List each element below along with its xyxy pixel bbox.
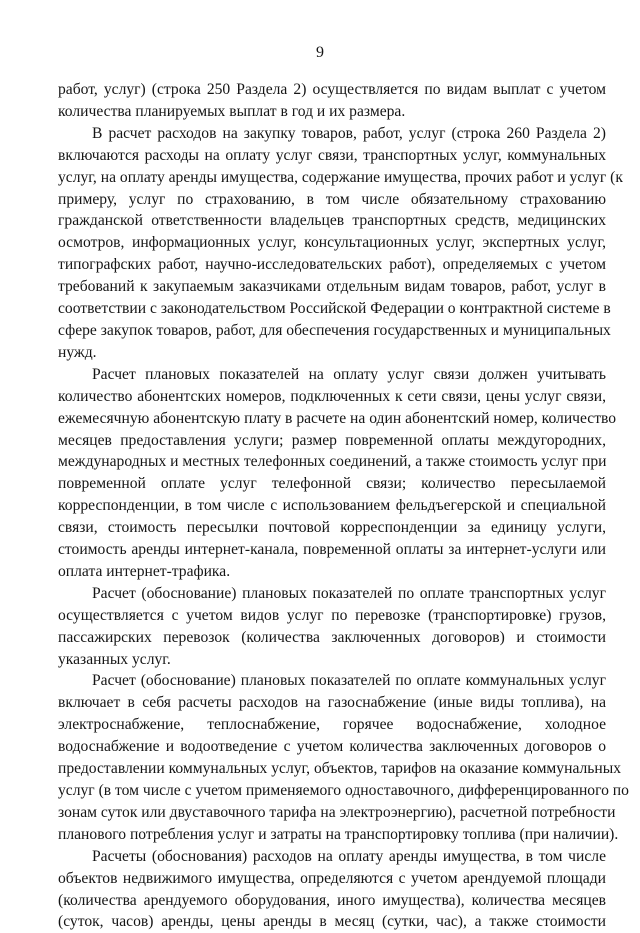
text-line: предоставлении коммунальных услуг, объектов, тарифов на оказание коммунальных — [58, 760, 622, 778]
text-line: международных и местных телефонных соединений, а также стоимость услуг при — [58, 453, 607, 471]
text-line: (количества арендуемого оборудования, иного имущества), количества месяцев — [58, 891, 606, 909]
text-line: типографских работ, научно-исследовательских работ), определяемых с учетом — [58, 256, 606, 274]
text-line: Расчеты (обоснования) расходов на оплату аренды имущества, в том числе — [92, 847, 606, 865]
paragraph — [58, 846, 606, 933]
text-line: сфере закупок товаров, работ, для обеспечения государственных и муниципальных — [58, 321, 611, 339]
text-line: включаются расходы на оплату услуг связи, транспортных услуг, коммунальных — [58, 146, 606, 164]
paragraph — [58, 79, 606, 123]
page-number: 9 — [316, 44, 324, 61]
text-line: Расчет плановых показателей на оплату услуг связи должен учитывать — [92, 365, 606, 383]
text-line: включает в себя расчеты расходов на газоснабжение (иные виды топлива), на — [58, 694, 606, 712]
text-line: пассажирских перевозок (количества заключенных договоров) и стоимости — [58, 628, 606, 646]
text-line: количества планируемых выплат в год и их размера. — [58, 102, 406, 120]
paragraph — [58, 364, 617, 583]
text-line: работ, услуг) (строка 250 Раздела 2) осуществляется по видам выплат с учетом — [58, 81, 606, 98]
text-line: требований к закупаемым заказчиками отдельным видам товаров, работ, услуг в — [58, 278, 606, 296]
text-line: осмотров, информационных услуг, консультационных услуг, экспертных услуг, — [58, 234, 606, 252]
text-line: объектов недвижимого имущества, определяются с учетом арендуемой площади — [58, 869, 606, 887]
paragraph — [58, 583, 606, 671]
text-line: связи, стоимость пересылки почтовой корреспонденции за единицу услуги, — [58, 519, 606, 537]
text-line: ежемесячную абонентскую плату в расчете на один абонентский номер, количество — [58, 409, 617, 427]
text-line: В расчет расходов на закупку товаров, работ, услуг (строка 260 Раздела 2) — [92, 124, 606, 142]
text-line: повременной оплате услуг телефонной связи; количество пересылаемой — [58, 475, 606, 493]
text-line: примеру, услуг по страхованию, в том числе обязательному страхованию — [58, 190, 606, 208]
text-line: месяцев предоставления услуги; размер повременной оплаты междугородних, — [58, 431, 606, 449]
text-line: (суток, часов) аренды, цены аренды в месяц (сутки, час), а также стоимости — [58, 913, 606, 931]
text-line: осуществляется с учетом видов услуг по перевозке (транспортировке) грузов, — [58, 606, 606, 624]
text-line: услуг (в том числе с учетом применяемого одноставочного, дифференцированного по — [58, 782, 629, 799]
text-line: стоимость аренды интернет-канала, повременной оплаты за интернет-услуги или — [58, 541, 606, 559]
text-line: услуг, на оплату аренды имущества, содержание имущества, прочих работ и услуг (к — [58, 168, 623, 186]
text-line: указанных услуг. — [58, 650, 171, 668]
paragraph — [58, 123, 623, 364]
text-line: водоснабжение и водоотведение с учетом количества заключенных договоров о — [58, 738, 606, 756]
document-body — [58, 79, 629, 933]
text-line: нужд. — [58, 343, 97, 361]
text-line: корреспонденции, в том числе с использованием фельдъегерской и специальной — [58, 497, 606, 515]
text-line: Расчет (обоснование) плановых показателей по оплате коммунальных услуг — [92, 672, 606, 690]
text-line: зонам суток или двуставочного тарифа на электроэнергию), расчетной потребности — [58, 803, 616, 821]
text-line: электроснабжение, теплоснабжение, горячее водоснабжение, холодное — [58, 716, 606, 734]
text-line: количество абонентских номеров, подключенных к сети связи, цены услуг связи, — [58, 387, 606, 405]
text-line: оплата интернет-трафика. — [58, 562, 231, 580]
text-line: соответствии с законодательством Российской Федерации о контрактной системе в — [58, 300, 611, 318]
text-line: гражданской ответственности владельцев транспортных средств, медицинских — [58, 212, 606, 230]
text-line: планового потребления услуг и затраты на транспортировку топлива (при наличии). — [58, 825, 619, 843]
text-line: Расчет (обоснование) плановых показателей по оплате транспортных услуг — [92, 584, 606, 602]
paragraph — [58, 670, 629, 845]
